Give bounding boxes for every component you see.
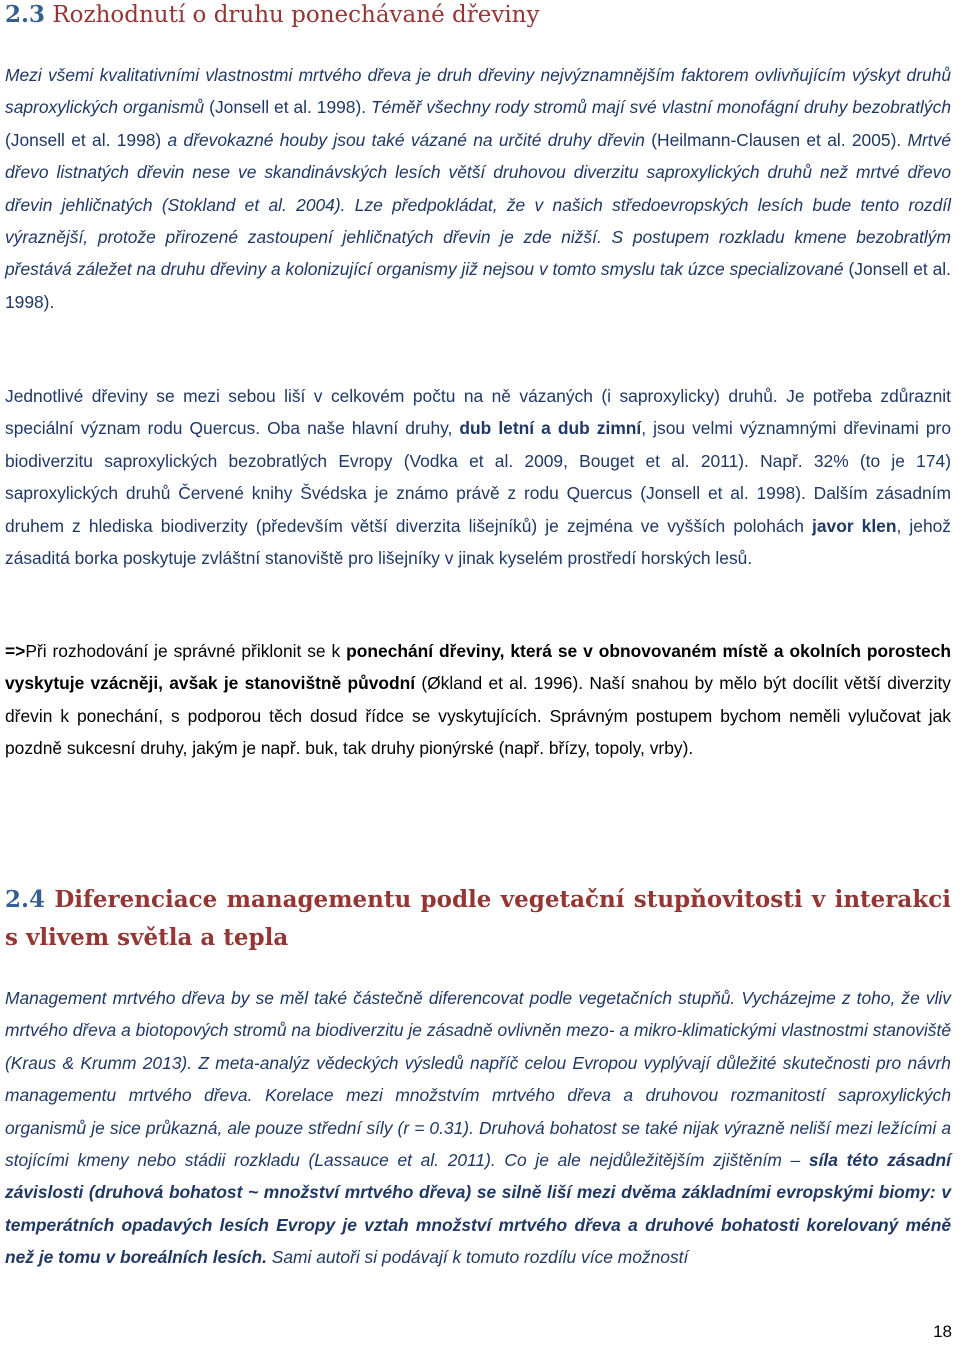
p1-s6: S postupem rozkladu kmene bezobratlým přestává záležet na druhu dřeviny a kolonizující organismy již nejsou v tomto smyslu tak úzce specializované [5, 227, 951, 280]
p3-t2: (Økland et al. 1996). [415, 673, 584, 694]
p1-c1: (Jonsell et al. 1998). [204, 97, 367, 118]
p1-c2: (Jonsell et al. 1998) [5, 129, 162, 150]
p2-s2: Je potřeba zdůraznit speciální význam rodu Quercus. [5, 386, 951, 439]
p3-bold-recommendation: ponechání dřeviny, která se v obnovovaném místě a okolních porostech vyskytuje vzácněji, avšak je stanovištně původní [5, 641, 951, 694]
p1-s1: Mezi všemi kvalitativními vlastnostmi mrtvého dřeva je druh dřeviny nejvýznamnějším faktorem ovlivňujícím výskyt druhů saproxylických organismů [5, 65, 951, 118]
paragraph-species-importance [5, 59, 951, 318]
p4-s1: Management mrtvého dřeva by se měl také částečně diferencovat podle vegetačních stupňů. Vycházejme z toho, že vliv mrtvého dřeva a biotopových stromů na biodiverzitu je zásadně ovlivněn mezo- a mikro-klimatickými vlastnostmi stanoviště (Kraus & Krumm 2013). [5, 988, 951, 1073]
p3-t1: Při rozhodování je správné přiklonit se k [25, 641, 347, 661]
paragraph-quercus [5, 380, 951, 574]
p1-s2: Téměř všechny rody stromů mají své vlastní monofágní druhy bezobratlých [366, 97, 951, 118]
p2-s5a: Dalším zásadním druhem z hlediska biodiverzity (především větší diverzita lišejníků) je zejména ve vyšších polohách [5, 483, 951, 536]
page-number: 18 [933, 1322, 952, 1341]
p2-oak-species: dub letní a dub zimní [452, 418, 642, 439]
p4-s5: Sami autoři si podávají k tomuto rozdílu více možností [266, 1247, 689, 1268]
p2-s3a: Oba naše hlavní druhy, [260, 418, 453, 439]
paragraph-vegetation-zones [5, 982, 951, 1274]
p1-c3: (Heilmann-Clausen et al. 2005). [644, 129, 902, 150]
section-title: Rozhodnutí o druhu ponechávané dřeviny [52, 2, 540, 28]
p2-s5c: , jehož zásaditá borka poskytuje zvláštní stanoviště pro lišejníky v jinak kyselém prostředí horských lesů. [5, 515, 951, 569]
p3-t3: Naší snahou by mělo být docílit větší diverzity dřevin k ponechání, s podporou těch dosud řídce se vyskytujících. Správným postupem bychom neměli vylučovat jak pozdně sukcesní druhy, jakým je např. buk, tak druhy pionýrské (např. břízy, topoly, vrby). [5, 673, 951, 759]
p1-c6: (Jonsell et al. 1998). [5, 259, 951, 312]
arrow-marker: => [5, 641, 26, 661]
p4-s2: Z meta-analýz vědeckých výsledů napříč celou Evropou vyplývají důležité skutečnosti pro návrh managementu mrtvého dřeva. Korelace mezi množstvím mrtvého dřeva a druhovou rozmanitostí saproxylických organismů je sice průkazná, ale pouze střední síly (r = 0.31). [5, 1052, 951, 1138]
p2-s4: Např. 32% (to je 174) saproxylických druhů Červené knihy Švédska je známo právě z rodu Quercus (Jonsell et al. 1998). [5, 450, 951, 504]
p4-s3: Druhová bohatost se také nijak výrazně neliší mezi ležícími a stojícími kmeny nebo stádii rozkladu (Lassauce et al. 2011). [5, 1117, 951, 1171]
section-number: 2.4 [5, 886, 46, 913]
p1-s4: Mrtvé dřevo listnatých dřevin nese ve skandinávských lesích větší druhovou diverzitu saproxylických druhů než mrtvé dřevo dřevin jehličnatých (Stokland et al. 2004). [5, 129, 951, 215]
p4-s4: Co je ale nejdůležitějším zjištěním – [495, 1150, 809, 1171]
paragraph-recommendation [5, 635, 951, 765]
p2-s1: Jednotlivé dřeviny se mezi sebou liší v celkovém počtu na ně vázaných (i saproxylicky) druhů. [5, 386, 778, 406]
section-title: Diferenciace managementu podle vegetační stupňovitosti v interakci s vlivem světla a tepla [5, 886, 951, 951]
p4-bold-finding: síla této zásadní závislosti (druhová bohatost ~ množství mrtvého dřeva) se silně liší mezi dvěma základními evropskými biomy: v temperátních opadavých lesích Evropy je vztah množství mrtvého dřeva a druhové bohatosti korelovaný méně než je tomu v boreálních lesích. [5, 1150, 951, 1268]
p1-s3: a dřevokazné houby jsou také vázané na určité druhy dřevin [161, 129, 645, 150]
p2-s3c: , jsou velmi významnými dřevinami pro biodiverzitu saproxylických bezobratlých Evropy (Vodka et al. 2009, Bouget et al. 2011). [5, 418, 952, 471]
p1-s5: Lze předpokládat, že v našich středoevropských lesích bude tento rozdíl výraznější, protože přirozené zastoupení jehličnatých dřevin je zde nižší. [5, 194, 951, 248]
p2-maple-species: javor klen [803, 515, 897, 536]
section-number: 2.3 [5, 1, 46, 28]
section-heading-2-4 [5, 881, 951, 957]
section-heading-2-3 [5, 0, 539, 30]
